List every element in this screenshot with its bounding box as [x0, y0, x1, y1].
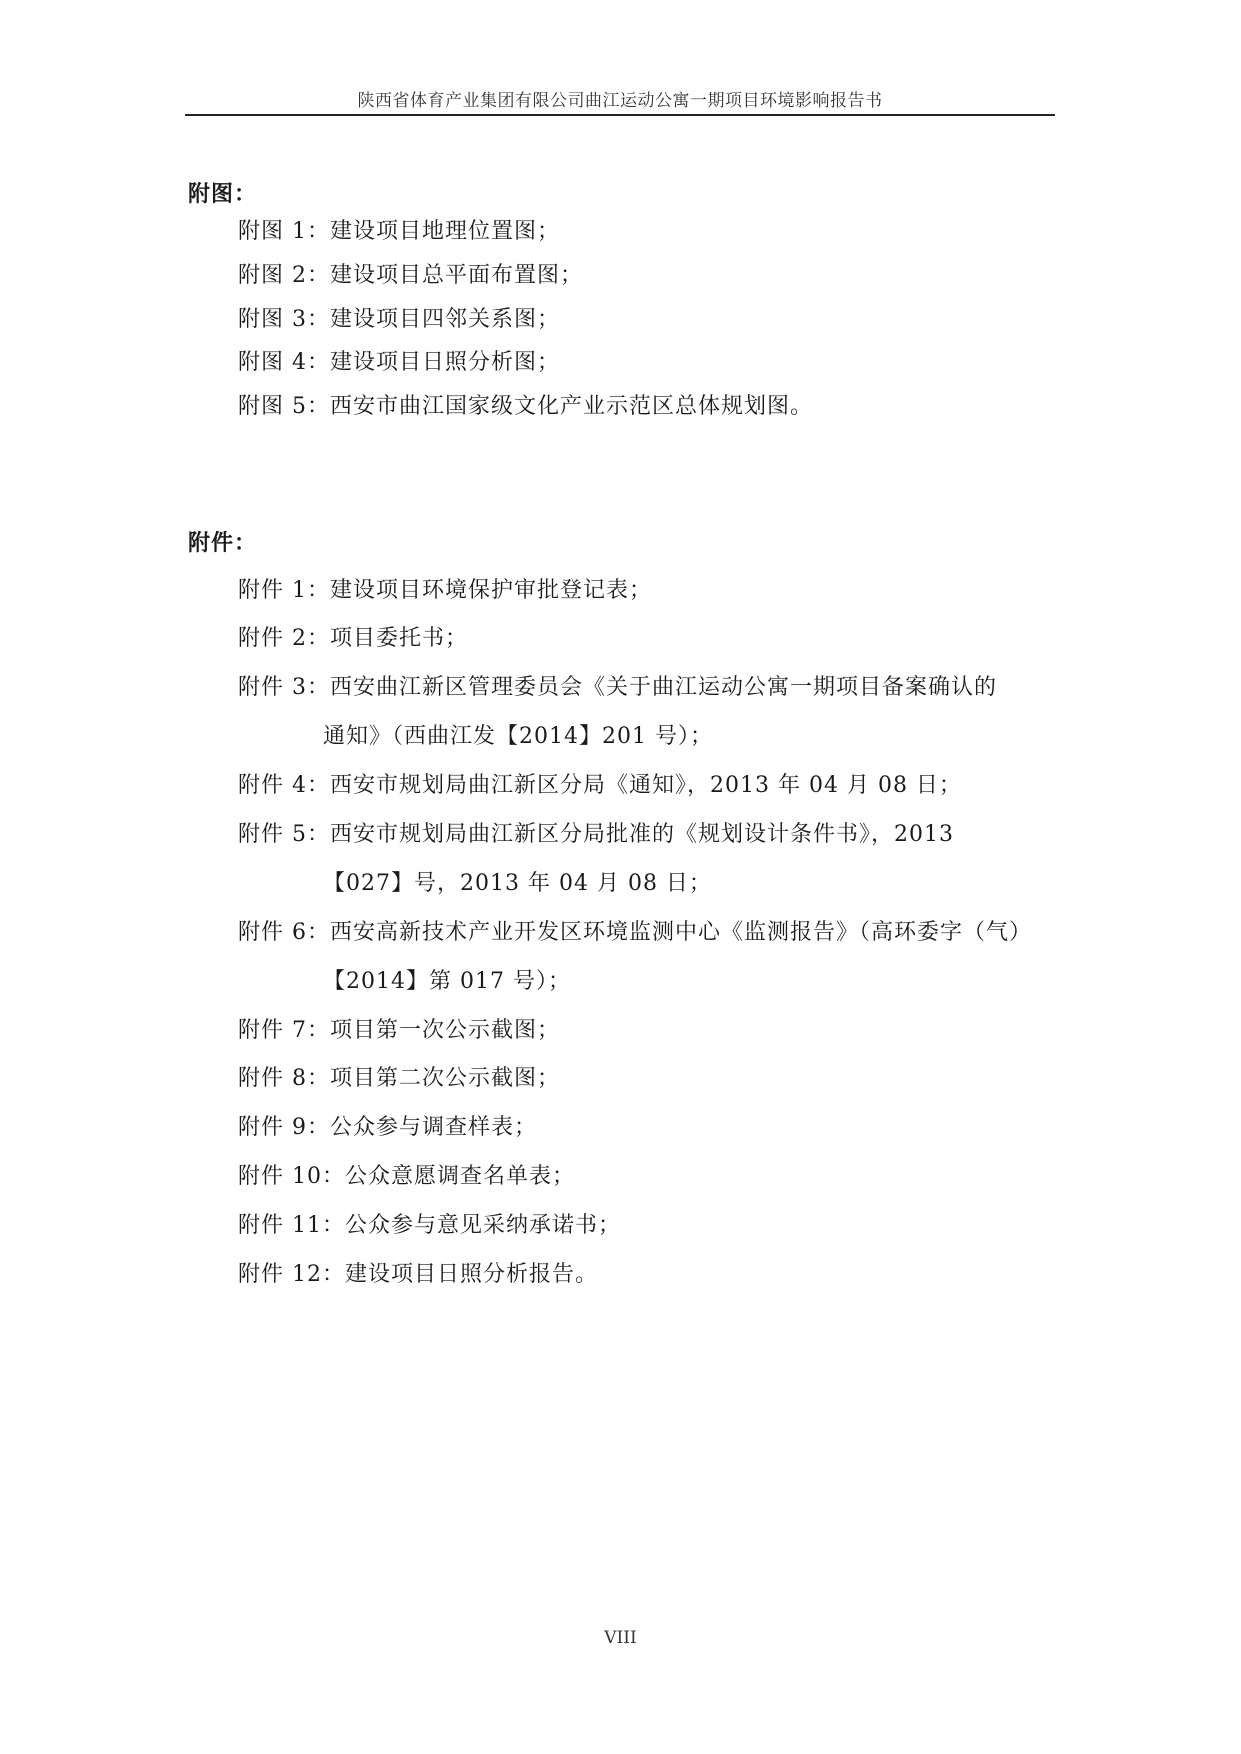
figure-item: [238, 207, 1060, 256]
attachment-item: [238, 908, 1060, 1006]
attachment-item-continuation: 【027】号，2013 年 04 月 08 日；: [323, 871, 712, 896]
page-number: VIII: [604, 1628, 637, 1648]
figure-item-text: 附图 3：建设项目四邻关系图；: [238, 307, 560, 332]
attachment-item-text: 附件 3：西安曲江新区管理委员会《关于曲江运动公寓一期项目备案确认的: [238, 675, 997, 700]
attachment-item: [238, 1201, 1060, 1250]
attachment-item-continuation: 通知》（西曲江发【2014】201 号）；: [323, 724, 713, 749]
figure-item: [238, 251, 1060, 300]
figure-item-text: 附图 4：建设项目日照分析图；: [238, 350, 560, 375]
attachment-item-text: 附件 10：公众意愿调查名单表；: [238, 1164, 575, 1189]
attachment-item-text: 附件 2：项目委托书；: [238, 626, 468, 651]
attachment-item-text: 附件 7：项目第一次公示截图；: [238, 1018, 560, 1043]
attachment-item: [238, 1006, 1060, 1055]
attachment-item: [238, 1152, 1060, 1201]
figure-item: [238, 338, 1060, 387]
attachment-item: [238, 1103, 1060, 1152]
attachment-item-text: 附件 11：公众参与意见采纳承诺书；: [238, 1213, 621, 1238]
attachment-item: [238, 1250, 1060, 1299]
attachment-item: [238, 1054, 1060, 1103]
figure-item: [238, 382, 1060, 431]
attachment-item-text: 附件 5：西安市规划局曲江新区分局批准的《规划设计条件书》，2013: [238, 822, 954, 847]
header-divider: [185, 114, 1055, 116]
figure-item: [238, 295, 1060, 344]
attachment-item: [238, 810, 1060, 908]
attachment-item-text: 附件 12：建设项目日照分析报告。: [238, 1262, 598, 1287]
attachment-item: [238, 663, 1060, 761]
attachment-item-continuation: 【2014】第 017 号）；: [323, 969, 571, 994]
attachments-heading: 附件：: [188, 530, 258, 556]
attachment-item-text: 附件 4：西安市规划局曲江新区分局《通知》，2013 年 04 月 08 日；: [238, 773, 962, 798]
figure-item-text: 附图 5：西安市曲江国家级文化产业示范区总体规划图。: [238, 394, 813, 419]
figure-item-text: 附图 1：建设项目地理位置图；: [238, 219, 560, 244]
attachment-item-text: 附件 1：建设项目环境保护审批登记表；: [238, 578, 652, 603]
attachment-item-text: 附件 9：公众参与调查样表；: [238, 1115, 537, 1140]
figure-item-text: 附图 2：建设项目总平面布置图；: [238, 263, 583, 288]
attachment-item-text: 附件 8：项目第二次公示截图；: [238, 1066, 560, 1091]
page-header-title: 陕西省体育产业集团有限公司曲江运动公寓一期项目环境影响报告书: [357, 91, 883, 111]
attachment-item-text: 附件 6：西安高新技术产业开发区环境监测中心《监测报告》（高环委字（气）: [238, 920, 1032, 945]
attachment-item: [238, 614, 1060, 663]
attachment-item: [238, 761, 1060, 810]
attachment-item: [238, 566, 1060, 615]
figures-heading: 附图：: [188, 181, 258, 207]
